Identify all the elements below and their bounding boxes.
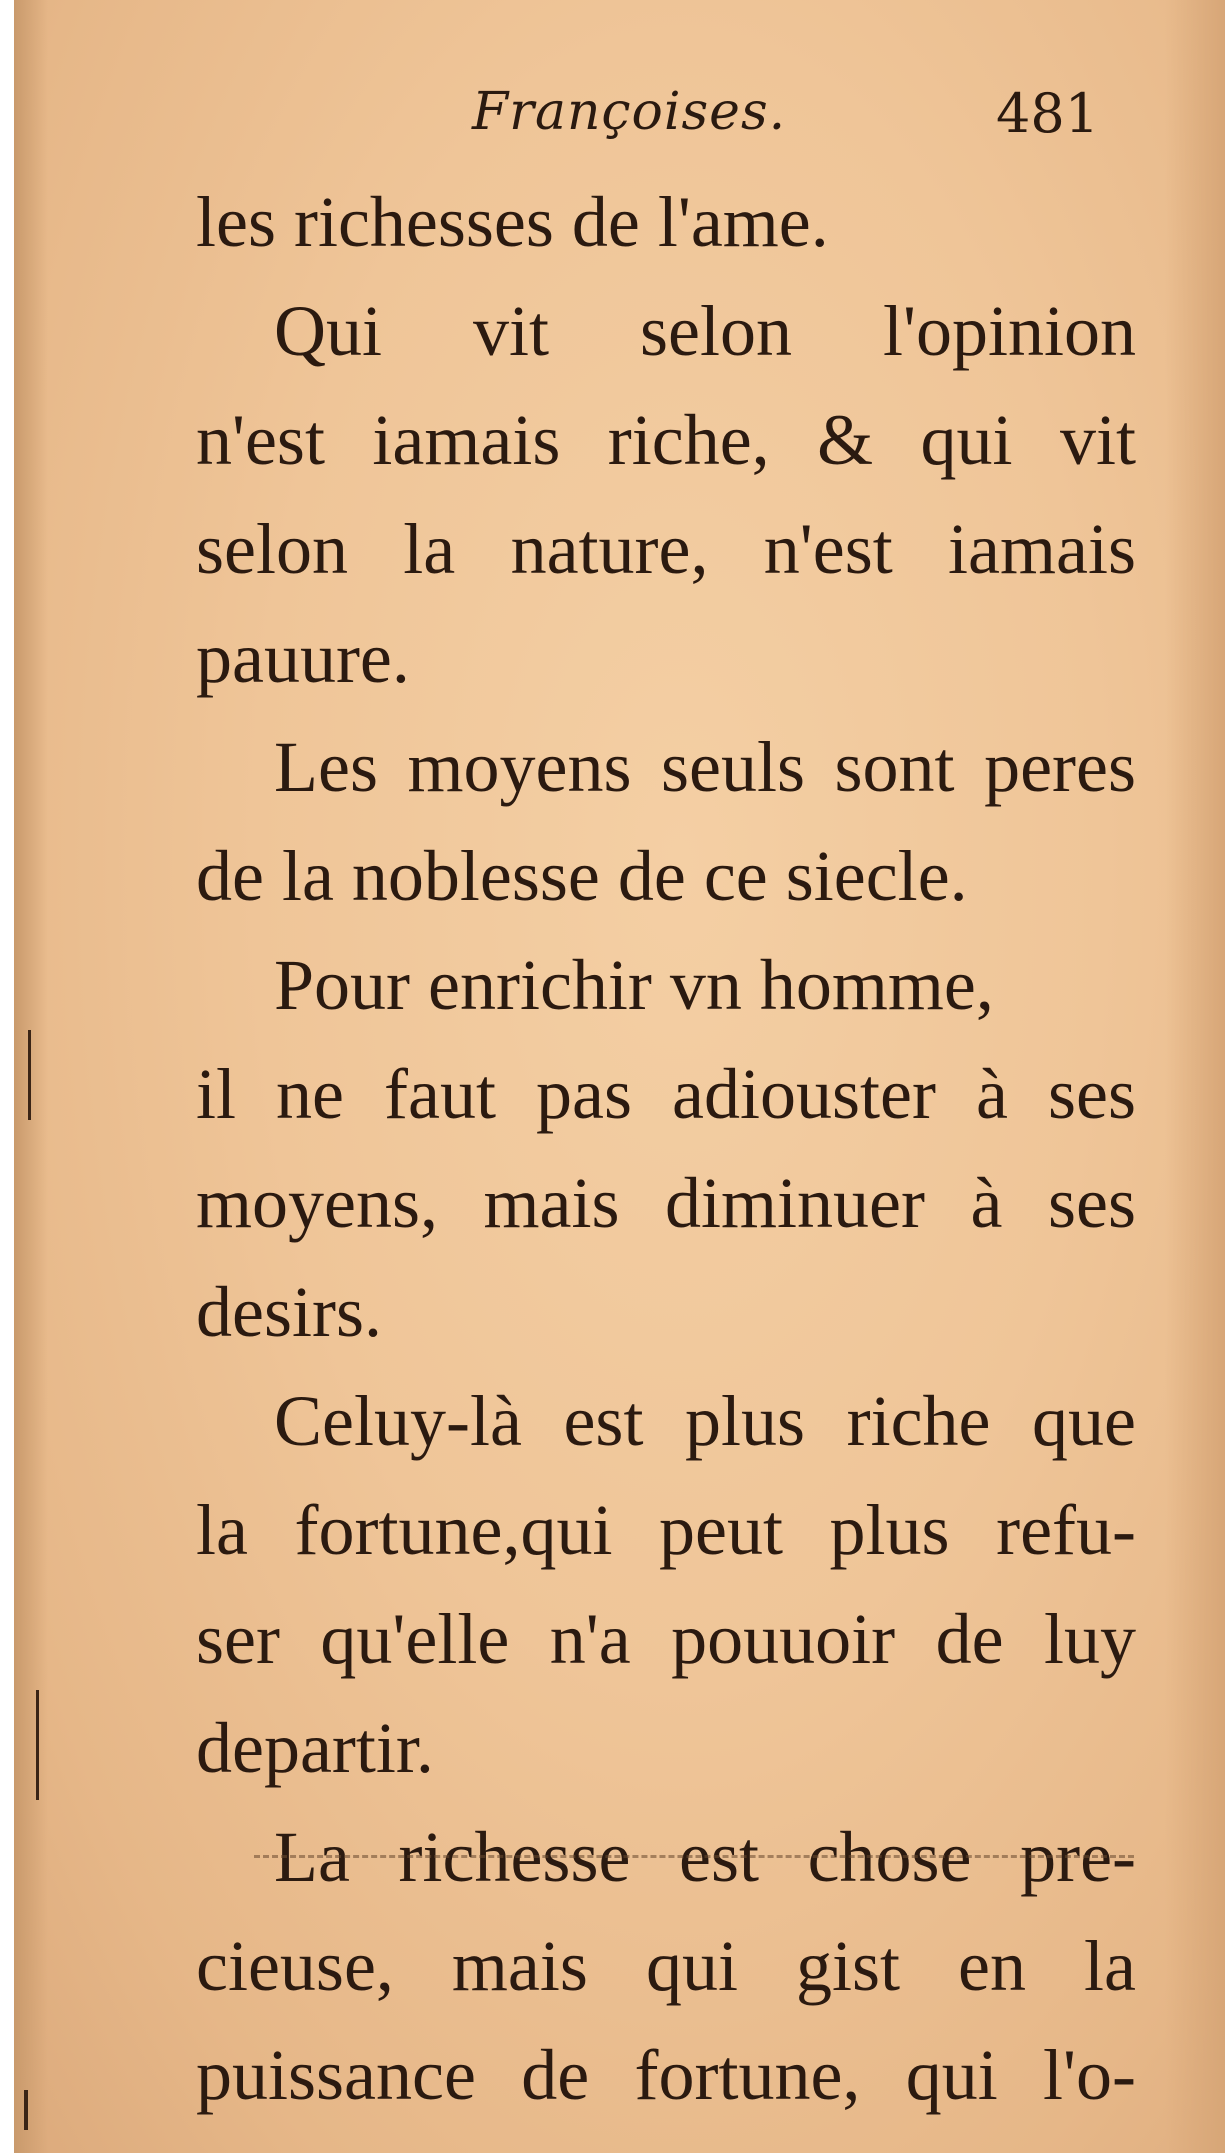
body-text: [196, 168, 1136, 2130]
text-line: selon la nature, n'est iamais: [196, 509, 1136, 589]
margin-mark: [24, 2090, 28, 2130]
text-line: cieuse, mais qui gist en la: [196, 1926, 1136, 2006]
text-line: de la noblesse de ce siecle.: [196, 836, 968, 916]
text-line: ser qu'elle n'a pouuoir de luy: [196, 1599, 1136, 1679]
text-line: les richesses de l'ame.: [196, 182, 829, 262]
text-line: La richesse est chose pre-: [274, 1817, 1136, 1897]
bottom-rule: [254, 1855, 1134, 1858]
text-line: departir.: [196, 1708, 434, 1788]
page-number: 481: [996, 82, 1100, 145]
text-line: n'est iamais riche, & qui vit: [196, 400, 1136, 480]
page-header: [14, 82, 1225, 162]
text-line: desirs.: [196, 1272, 382, 1352]
text-line: moyens, mais diminuer à ses: [196, 1163, 1136, 1243]
page-edge-shading: [1165, 0, 1225, 2153]
gutter-shadow: [14, 0, 48, 2153]
text-line: pauure.: [196, 618, 410, 698]
margin-mark: [28, 1030, 31, 1120]
margin-mark: [36, 1690, 39, 1800]
text-line: la fortune,qui peut plus refu-: [196, 1490, 1136, 1570]
text-line: Celuy-là est plus riche que: [274, 1381, 1136, 1461]
text-line: Les moyens seuls sont peres: [274, 727, 1136, 807]
text-line: Pour enrichir vn homme,: [274, 945, 994, 1025]
text-line: puissance de fortune, qui l'o-: [196, 2035, 1136, 2115]
running-title: Françoises.: [472, 82, 787, 142]
text-line: il ne faut pas adiouster à ses: [196, 1054, 1136, 1134]
text-line: Qui vit selon l'opinion: [274, 291, 1136, 371]
book-page: [14, 0, 1225, 2153]
